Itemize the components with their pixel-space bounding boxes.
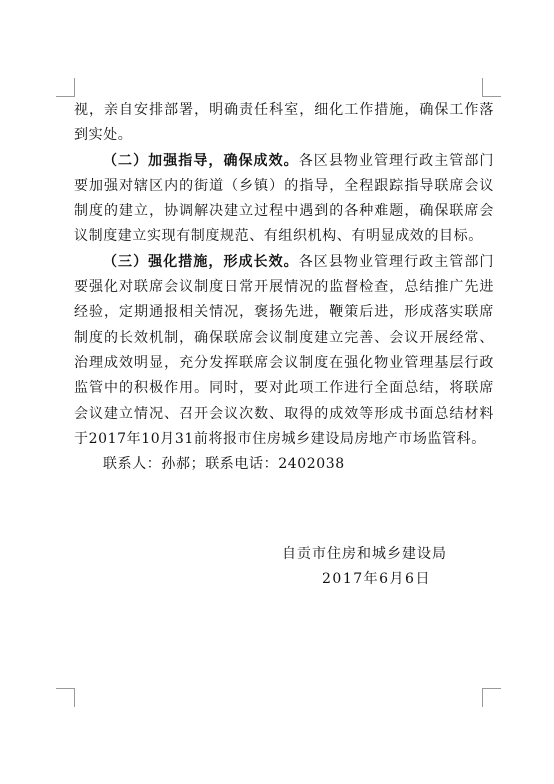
- crop-mark-bottom-right: [482, 688, 501, 707]
- paragraph-heading: （二）加强指导，确保成效。: [103, 152, 299, 169]
- crop-mark-top-left: [56, 78, 75, 97]
- document-body: [74, 98, 494, 477]
- paragraph-continuation: 视，亲自安排部署，明确责任科室，细化工作措施，确保工作落到实处。: [74, 102, 494, 144]
- paragraph-guidance: [74, 149, 494, 250]
- paragraph-text: 各区县物业管理行政主管部门要强化对联席会议制度日常开展情况的监督检查，总结推广先进经验，定期通报相关情况，褒扬先进，鞭策后进，形成落实联席制度的长效机制，确保联席会议制度建立完善、会议开展经常、治理成效明显，充分发挥联席会议制度在强化物业管理基层行政监管中的积极作用。同时，要对此项工作进行全面总结，将联席会议建立情况、召开会议次数、取得的成效等形成书面总结材料于2017年10月31前将报市住房城乡建设局房地产市场监管科。: [74, 253, 494, 447]
- crop-mark-top-right: [482, 78, 501, 97]
- crop-mark-bottom-left: [56, 688, 75, 707]
- contact-line: 联系人：孙郝；联系电话：2402038: [103, 456, 345, 473]
- paragraph-text: 各区县物业管理行政主管部门要加强对辖区内的街道（乡镇）的指导，全程跟踪指导联席会议制度的建立，协调解决建立过程中遇到的各种难题，确保联席会议制度建立实现有制度规范、有组织机构、有明显成效的目标。: [74, 152, 494, 245]
- paragraph-measures: [74, 250, 494, 452]
- issue-date: 2017年6月6日: [322, 571, 431, 587]
- paragraph-heading: （三）强化措施，形成长效。: [103, 253, 299, 270]
- signature-block: [282, 542, 482, 592]
- issuing-organization: 自贡市住房和城乡建设局: [282, 546, 447, 562]
